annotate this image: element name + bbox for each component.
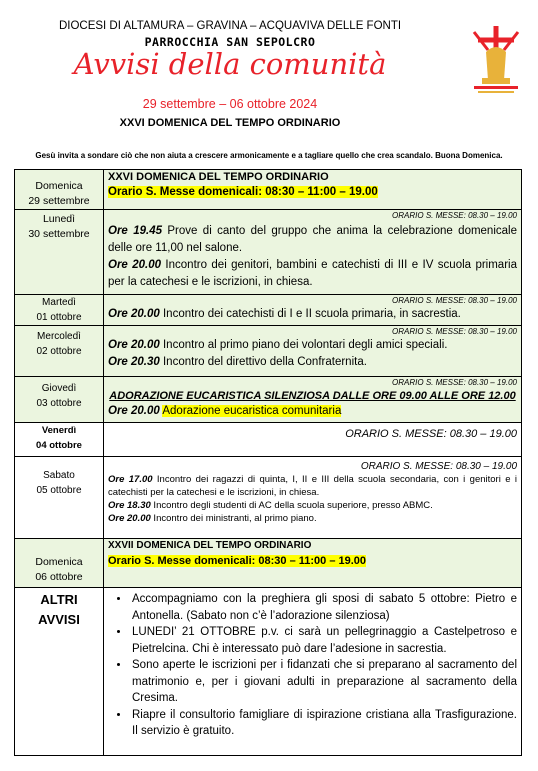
day-cell xyxy=(15,210,104,295)
activity-cell xyxy=(104,588,522,756)
day-name: Giovedì xyxy=(41,383,77,394)
sunday-title: XXVI DOMENICA DEL TEMPO ORDINARIO xyxy=(119,117,341,129)
event xyxy=(108,337,517,354)
mass-schedule: ORARIO S. MESSE: 08.30 – 19.00 xyxy=(392,327,517,336)
day-date: 29 settembre xyxy=(28,195,90,207)
mass-schedule: ORARIO S. MESSE: 08.30 – 19.00 xyxy=(392,211,517,220)
day-date: 06 ottobre xyxy=(35,571,83,583)
intro-text: Gesù invita a sondare ciò che non aiuta a crescere armonicamente e a tagliare quello che crea scandalo. Buona Domenica. xyxy=(35,151,503,160)
adoration-heading: ADORAZIONE EUCARISTICA SILENZIOSA DALLE ORE 09.00 ALLE ORE 12.00 xyxy=(109,390,516,402)
event-time: Ore 20.00 xyxy=(108,308,160,320)
page-title: Avvisi della comunità xyxy=(73,47,387,81)
event-time: Ore 20.00 xyxy=(108,405,160,417)
day-cell xyxy=(15,588,104,756)
header-diocesi: DIOCESI DI ALTAMURA – GRAVINA – ACQUAVIVA DELLE FONTI xyxy=(58,20,402,32)
activity-cell xyxy=(104,539,522,588)
event-time: Ore 18.30 xyxy=(108,500,151,511)
list-item: • Accompagniamo con la preghiera gli sposi di sabato 5 ottobre: Pietro e Antonella. (Sabato non c’è l’adorazione silenziosa) xyxy=(130,591,517,624)
activity-cell xyxy=(104,210,522,295)
row-lun30 xyxy=(15,210,522,295)
event-text: Incontro dei ministranti, al primo piano. xyxy=(150,513,317,524)
day-date: 02 ottobre xyxy=(36,346,82,357)
activity-cell xyxy=(104,170,522,210)
day-date: 03 ottobre xyxy=(36,398,82,409)
event xyxy=(108,223,517,257)
event-text: Prove di canto del gruppo che anima la celebrazione domenicale delle ore 11,00 nel salone. xyxy=(108,225,517,254)
event-time: Ore 20.00 xyxy=(108,339,160,351)
day-name: Domenica xyxy=(35,180,83,192)
row-gio03 xyxy=(15,377,522,423)
mass-schedule: ORARIO S. MESSE: 08.30 – 19.00 xyxy=(345,428,517,440)
event-time: Ore 20.00 xyxy=(108,259,162,271)
event-time: Ore 19.45 xyxy=(108,225,162,237)
date-range: 29 settembre – 06 ottobre 2024 xyxy=(142,97,318,111)
event xyxy=(108,499,517,512)
notices-list xyxy=(108,591,517,740)
row-dom29 xyxy=(15,170,522,210)
event-text: Incontro al primo piano dei volontari degli amici speciali. xyxy=(159,339,448,351)
day-date: 05 ottobre xyxy=(36,485,82,496)
event xyxy=(108,354,517,371)
row-ven04 xyxy=(15,423,522,457)
day-name: Mercoledì xyxy=(37,331,81,342)
day-date: 01 ottobre xyxy=(36,312,82,323)
day-date: 04 ottobre xyxy=(36,440,82,451)
event xyxy=(108,403,517,420)
sunday-name: XXVII DOMENICA DEL TEMPO ORDINARIO xyxy=(108,540,312,551)
schedule-table xyxy=(14,169,522,756)
sunday-name: XXVI DOMENICA DEL TEMPO ORDINARIO xyxy=(108,171,329,183)
mass-times-line xyxy=(108,184,517,201)
day-cell xyxy=(15,377,104,423)
event xyxy=(108,257,517,291)
avvisi-label: AVVISI xyxy=(38,612,80,627)
event xyxy=(108,473,517,499)
activity-cell xyxy=(104,326,522,377)
event xyxy=(108,512,517,525)
event-time: Ore 17.00 xyxy=(108,474,153,485)
row-mar01 xyxy=(15,295,522,326)
row-altri-avvisi xyxy=(15,588,522,756)
day-name: Martedì xyxy=(42,297,76,308)
mass-schedule: ORARIO S. MESSE: 08.30 – 19.00 xyxy=(360,461,517,472)
activity-cell xyxy=(104,423,522,457)
event-text: Incontro dei catechisti di I e II scuola primaria, in sacrestia. xyxy=(159,308,461,320)
event xyxy=(108,306,517,323)
event-text: Incontro del direttivo della Confraternita. xyxy=(159,356,367,368)
event-text: Incontro degli studenti di AC della scuola superiore, presso ABMC. xyxy=(150,500,433,511)
parish-logo xyxy=(468,22,524,100)
day-cell xyxy=(15,423,104,457)
event-text: Incontro dei ragazzi di quinta, I, II e III della scuola secondaria, con i genitori e i catechisti per la catechesi e le iscrizioni, in chiesa. xyxy=(108,474,517,498)
mass-times-line xyxy=(108,553,517,570)
day-cell xyxy=(15,326,104,377)
list-item: • Riapre il consultorio famigliare di ispirazione cristiana alla Trasfigurazione. Il servizio è gratuito. xyxy=(130,707,517,740)
altri-label: ALTRI xyxy=(40,592,78,607)
row-mer02 xyxy=(15,326,522,377)
header-parrocchia: PARROCCHIA SAN SEPOLCRO xyxy=(144,35,316,49)
mass-schedule: ORARIO S. MESSE: 08.30 – 19.00 xyxy=(392,378,517,387)
day-name: Domenica xyxy=(35,556,83,568)
list-item: • Sono aperte le iscrizioni per i fidanzati che si preparano al sacramento del matrimonio e, per i giovani adulti in preparazione al sacramento della Cresima. xyxy=(130,657,517,707)
list-item: • LUNEDI’ 21 OTTOBRE p.v. ci sarà un pellegrinaggio a Castelpetroso e Pietrelcina. Chi è interessato può dare l’adesione in sacrestia. xyxy=(130,624,517,657)
event-text: Adorazione eucaristica comunitaria xyxy=(162,405,342,417)
activity-cell xyxy=(104,377,522,423)
day-date: 30 settembre xyxy=(28,228,90,240)
row-dom06 xyxy=(15,539,522,588)
day-name: Sabato xyxy=(43,470,75,481)
day-cell xyxy=(15,539,104,588)
activity-cell xyxy=(104,457,522,539)
day-name: Lunedì xyxy=(42,213,76,225)
mass-times: Orario S. Messe domenicali: 08:30 – 11:00 – 19.00 xyxy=(108,555,367,567)
mass-schedule: ORARIO S. MESSE: 08.30 – 19.00 xyxy=(392,296,517,305)
day-cell xyxy=(15,457,104,539)
row-sab05 xyxy=(15,457,522,539)
event-time: Ore 20.30 xyxy=(108,356,160,368)
activity-cell xyxy=(104,295,522,326)
event-time: Ore 20.00 xyxy=(108,513,151,524)
day-cell xyxy=(15,295,104,326)
day-name: Venerdì xyxy=(41,425,77,436)
day-cell xyxy=(15,170,104,210)
event-text: Incontro dei genitori, bambini e catechisti di III e IV scuola primaria per la catechesi e le iscrizioni, in chiesa. xyxy=(108,259,517,288)
mass-times: Orario S. Messe domenicali: 08:30 – 11:00 – 19.00 xyxy=(108,186,378,198)
